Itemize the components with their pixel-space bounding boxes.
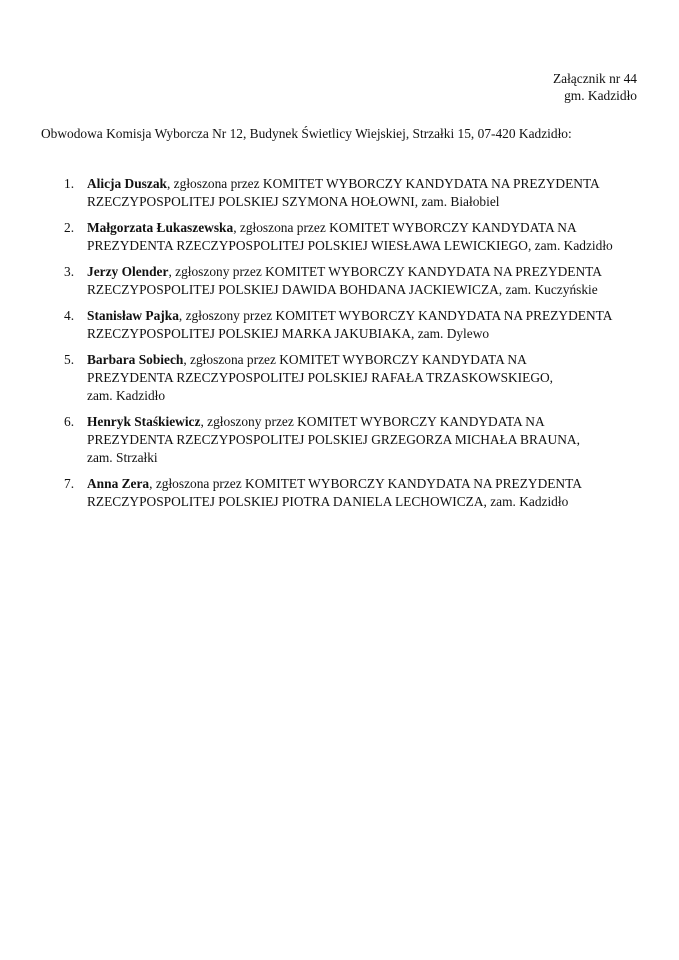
member-name: Henryk Staśkiewicz [87, 414, 201, 429]
item-number: 7. [64, 476, 75, 491]
list-item [0, 351, 679, 405]
members-list [0, 175, 679, 519]
item-number: 4. [64, 308, 75, 323]
item-line-1 [87, 413, 679, 431]
member-nomination: , zgłoszona przez KOMITET WYBORCZY KANDYDATA NA [183, 352, 527, 367]
item-line-2: RZECZYPOSPOLITEJ POLSKIEJ DAWIDA BOHDANA JACKIEWICZA, zam. Kuczyńskie [87, 282, 598, 297]
item-line-2: PREZYDENTA RZECZYPOSPOLITEJ POLSKIEJ WIESŁAWA LEWICKIEGO, zam. Kadzidło [87, 238, 613, 253]
member-nomination: , zgłoszony przez KOMITET WYBORCZY KANDYDATA NA PREZYDENTA [168, 264, 602, 279]
list-item [0, 475, 679, 511]
list-item [0, 263, 679, 299]
item-line-1 [87, 475, 679, 493]
member-name: Barbara Sobiech [87, 352, 184, 367]
item-line-2: PREZYDENTA RZECZYPOSPOLITEJ POLSKIEJ GRZEGORZA MICHAŁA BRAUNA, [87, 432, 580, 447]
item-line-1 [87, 219, 679, 237]
member-name: Anna Zera [87, 476, 150, 491]
item-number: 3. [64, 264, 75, 279]
item-line-2: RZECZYPOSPOLITEJ POLSKIEJ MARKA JAKUBIAKA, zam. Dylewo [87, 326, 490, 341]
member-nomination: , zgłoszona przez KOMITET WYBORCZY KANDYDATA NA PREZYDENTA [149, 476, 582, 491]
item-line-1 [87, 351, 679, 369]
member-name: Stanisław Pajka [87, 308, 179, 323]
member-nomination: , zgłoszony przez KOMITET WYBORCZY KANDYDATA NA PREZYDENTA [178, 308, 613, 323]
member-nomination: , zgłoszony przez KOMITET WYBORCZY KANDYDATA NA [200, 414, 545, 429]
list-item [0, 219, 679, 255]
member-name: Małgorzata Łukaszewska [87, 220, 234, 235]
list-item [0, 175, 679, 211]
item-line-1 [87, 307, 679, 325]
item-number: 1. [64, 176, 75, 191]
item-number: 2. [64, 220, 75, 235]
item-line-1 [87, 263, 679, 281]
list-item [0, 307, 679, 343]
item-line-1 [87, 175, 679, 193]
item-line-2: PREZYDENTA RZECZYPOSPOLITEJ POLSKIEJ RAFAŁA TRZASKOWSKIEGO, [87, 370, 554, 385]
item-line-3: zam. Strzałki [87, 450, 158, 465]
member-name: Jerzy Olender [87, 264, 169, 279]
municipality: gm. Kadzidło [564, 88, 637, 103]
item-line-2: RZECZYPOSPOLITEJ POLSKIEJ SZYMONA HOŁOWNI, zam. Białobiel [87, 194, 500, 209]
item-number: 6. [64, 414, 75, 429]
item-line-3: zam. Kadzidło [87, 388, 166, 403]
member-nomination: , zgłoszona przez KOMITET WYBORCZY KANDYDATA NA [233, 220, 577, 235]
item-number: 5. [64, 352, 75, 367]
item-line-2: RZECZYPOSPOLITEJ POLSKIEJ PIOTRA DANIELA LECHOWICZA, zam. Kadzidło [87, 494, 569, 509]
commission-title: Obwodowa Komisja Wyborcza Nr 12, Budynek Świetlicy Wiejskiej, Strzałki 15, 07-420 Kadzidło: [41, 126, 572, 141]
member-name: Alicja Duszak [87, 176, 167, 191]
list-item [0, 413, 679, 467]
annex-number: Załącznik nr 44 [552, 71, 637, 86]
member-nomination: , zgłoszona przez KOMITET WYBORCZY KANDYDATA NA PREZYDENTA [166, 176, 600, 191]
annex-header [553, 70, 637, 104]
